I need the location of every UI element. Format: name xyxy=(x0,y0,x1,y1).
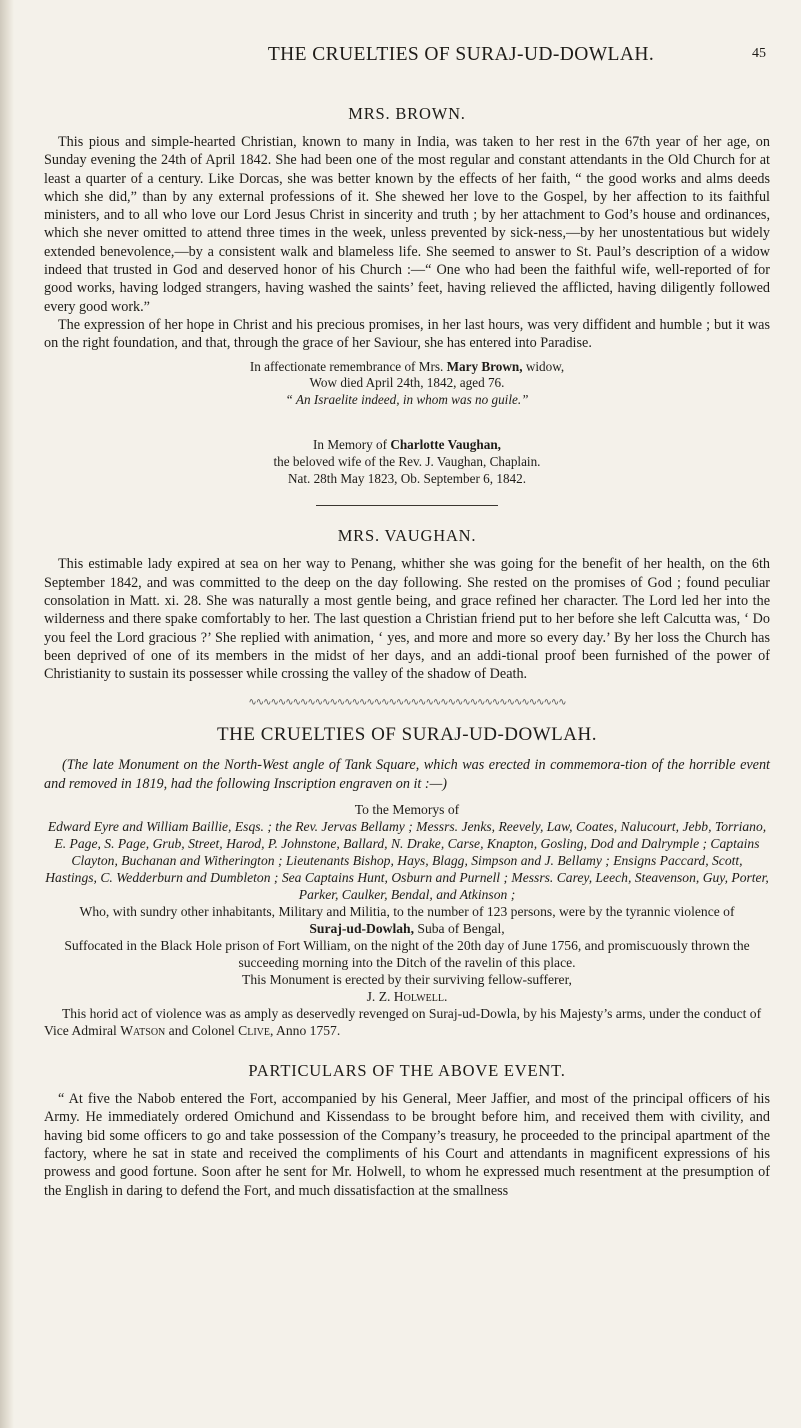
heading-particulars: PARTICULARS OF THE ABOVE EVENT. xyxy=(248,1061,566,1081)
vaughan-memorial-line-2: the beloved wife of the Rev. J. Vaughan, Chaplain. xyxy=(273,453,541,469)
page-number: 45 xyxy=(752,46,766,61)
inscription-suffocated: Suffocated in the Black Hole prison of Fort William, on the night of the 20th day of June 1756, and promiscuously thrown the succeeding morning into the Ditch of the ravelin of this place. xyxy=(64,938,750,971)
brown-paragraph-1: This pious and simple-hearted Christian, known to many in India, was taken to her rest in the 67th year of her age, on Sunday evening the 24th of April 1842. She had been one of the most regular and constant attendants in the Old Church for at least a quarter of a century. Like Dorcas, she was better known by the effects of her faith, “ the good works and alms deeds which she did,” than by any external professions of it. She shewed her love to the Gospel, by her affection to its faithful ministers, and to all who love our Lord Jesus Christ in sincerity and truth ; by her attachment to God’s house and ordinances, which she never omitted to attend three times in the week, unless prevented by sick-ness,—by her unostentatious but widely extended benevolence,—by a consistent walk and blameless life. She seemed to answer to St. Paul’s description of a widow indeed that trusted in God and deserved honor of his Church :—“ One who had been the faithful wife, well-reported of for good works, having lodged strangers, having washed the saints’ feet, having relieved the afflicted, having diligently followed every good work.” xyxy=(44,134,770,315)
inscription-suba: Suba of Bengal, xyxy=(417,921,505,937)
inscription-to-memorys: To the Memorys of xyxy=(354,802,460,818)
brown-epitaph-line-2: Wow died April 24th, 1842, aged 76. xyxy=(309,375,505,391)
vaughan-memorial-line-1: In Memory of Charlotte Vaughan, xyxy=(313,436,501,452)
monument-inscription xyxy=(44,801,770,1039)
vaughan-memorial xyxy=(44,437,770,487)
heading-mrs-vaughan: MRS. VAUGHAN. xyxy=(337,526,477,546)
page-content xyxy=(44,104,770,1200)
vaughan-name: Charlotte Vaughan, xyxy=(390,436,501,452)
inscription-names: Edward Eyre and William Baillie, Esqs. ; the Rev. Jervas Bellamy ; Messrs. Jenks, Reevely, Law, Coates, Nalucourt, Jebb, Torriano, E. Page, S. Page, Grub, Street, Harod, P. Johnstone, Ballard, N. Drake, Carse, Knapton, Gosling, Dod and Dalrymple ; Captains Clayton, Buchanan and Witherington ; Lieutenants Bishop, Hays, Blagg, Simpson and J. Bellamy ; Ensigns Paccard, Scott, Hastings, C. Wedderburn and Dumbleton ; Sea Captains Hunt, Osburn and Purnell ; Messrs. Carey, Leech, Steavenson, Guy, Porter, Parker, Caulker, Bendal, and Atkinson ; xyxy=(45,819,769,903)
monument-intro: (The late Monument on the North-West angle of Tank Square, which was erected in commemora-tion of the horrible event and removed in 1819, had the following Inscription engraven on it :—) xyxy=(44,757,770,792)
brown-epitaph xyxy=(44,359,770,409)
particulars-paragraph: “ At five the Nabob entered the Fort, accompanied by his General, Meer Jaffier, and most of the principal officers of his Army. He immediately ordered Omichund and Kissendass to be brought before him, and received them with civility, and having bid some officers to go and take possession of the Company’s treasury, he proceeded to the principal apartment of the factory, where he sat in state and received the compliments of his Court and attendants in magnificent expressions of his prowess and good fortune. Soon after he sent for Mr. Holwell, to whom he expressed much resentment at the presumption of the English in daring to defend the Fort, and much dissatisfaction at the smallness xyxy=(44,1091,770,1199)
wavy-divider: ∿∿∿∿∿∿∿∿∿∿∿∿∿∿∿∿∿∿∿∿∿∿∿∿∿∿∿∿∿∿∿∿∿∿∿∿∿∿∿∿∿∿∿ xyxy=(248,697,566,709)
page-binding-shadow xyxy=(0,0,14,1428)
inscription-signature: J. Z. Holwell. xyxy=(366,989,448,1005)
vaughan-paragraph: This estimable lady expired at sea on her way to Penang, whither she was going for the benefit of her health, on the 6th September 1842, and was committed to the deep on the day following. She rested on the promises of God ; found peculiar consolation in Matt. xi. 28. She was naturally a most gentle being, and grace refined her character. The Lord led her into the wilderness and there spake comfortably to her. The last question a Christian friend put to her before she left Calcutta was, ‘ Do you feel the Lord gracious ?’ She replied with animation, ‘ yes, and more and more so every day.’ By her loss the Church has been deprived of one of its members in the midst of her days, and an addi-tional proof been furnished of the power of Christianity to sustain its possesser while crossing the valley of the shadow of Death. xyxy=(44,556,770,683)
inscription-revenge: This horid act of violence was as amply as deservedly revenged on Suraj-ud-Dowla, by his Majesty’s arms, under the conduct of Vice Admiral Watson and Colonel Clive, Anno 1757. xyxy=(44,1006,762,1039)
heading-cruelties: THE CRUELTIES OF SURAJ-UD-DOWLAH. xyxy=(217,724,597,746)
brown-name: Mary Brown, xyxy=(446,358,523,374)
brown-paragraph-2: The expression of her hope in Christ and his precious promises, in her last hours, was very diffident and humble ; but it was on the right foundation, and that, through the grace of her Saviour, she has entered into Paradise. xyxy=(44,316,770,352)
vaughan-memorial-line-3: Nat. 28th May 1823, Ob. September 6, 1842. xyxy=(287,470,527,486)
inscription-monument: This Monument is erected by their surviving fellow-sufferer, xyxy=(242,972,572,988)
running-header: THE CRUELTIES OF SURAJ-UD-DOWLAH. xyxy=(267,44,655,65)
horizontal-rule xyxy=(316,505,498,506)
brown-epitaph-line-1: In affectionate remembrance of Mrs. Mary Brown, widow, xyxy=(249,358,565,374)
name-clive: Clive, xyxy=(238,1023,274,1039)
name-watson: Watson xyxy=(120,1023,166,1039)
inscription-who: Who, with sundry other inhabitants, Military and Militia, to the number of 123 persons, were by the tyrannic violence of xyxy=(79,904,735,920)
inscription-suraj: Suraj-ud-Dowlah, xyxy=(309,921,414,937)
brown-epitaph-quote: “ An Israelite indeed, in whom was no guile.” xyxy=(285,392,529,408)
heading-mrs-brown: MRS. BROWN. xyxy=(348,104,466,123)
